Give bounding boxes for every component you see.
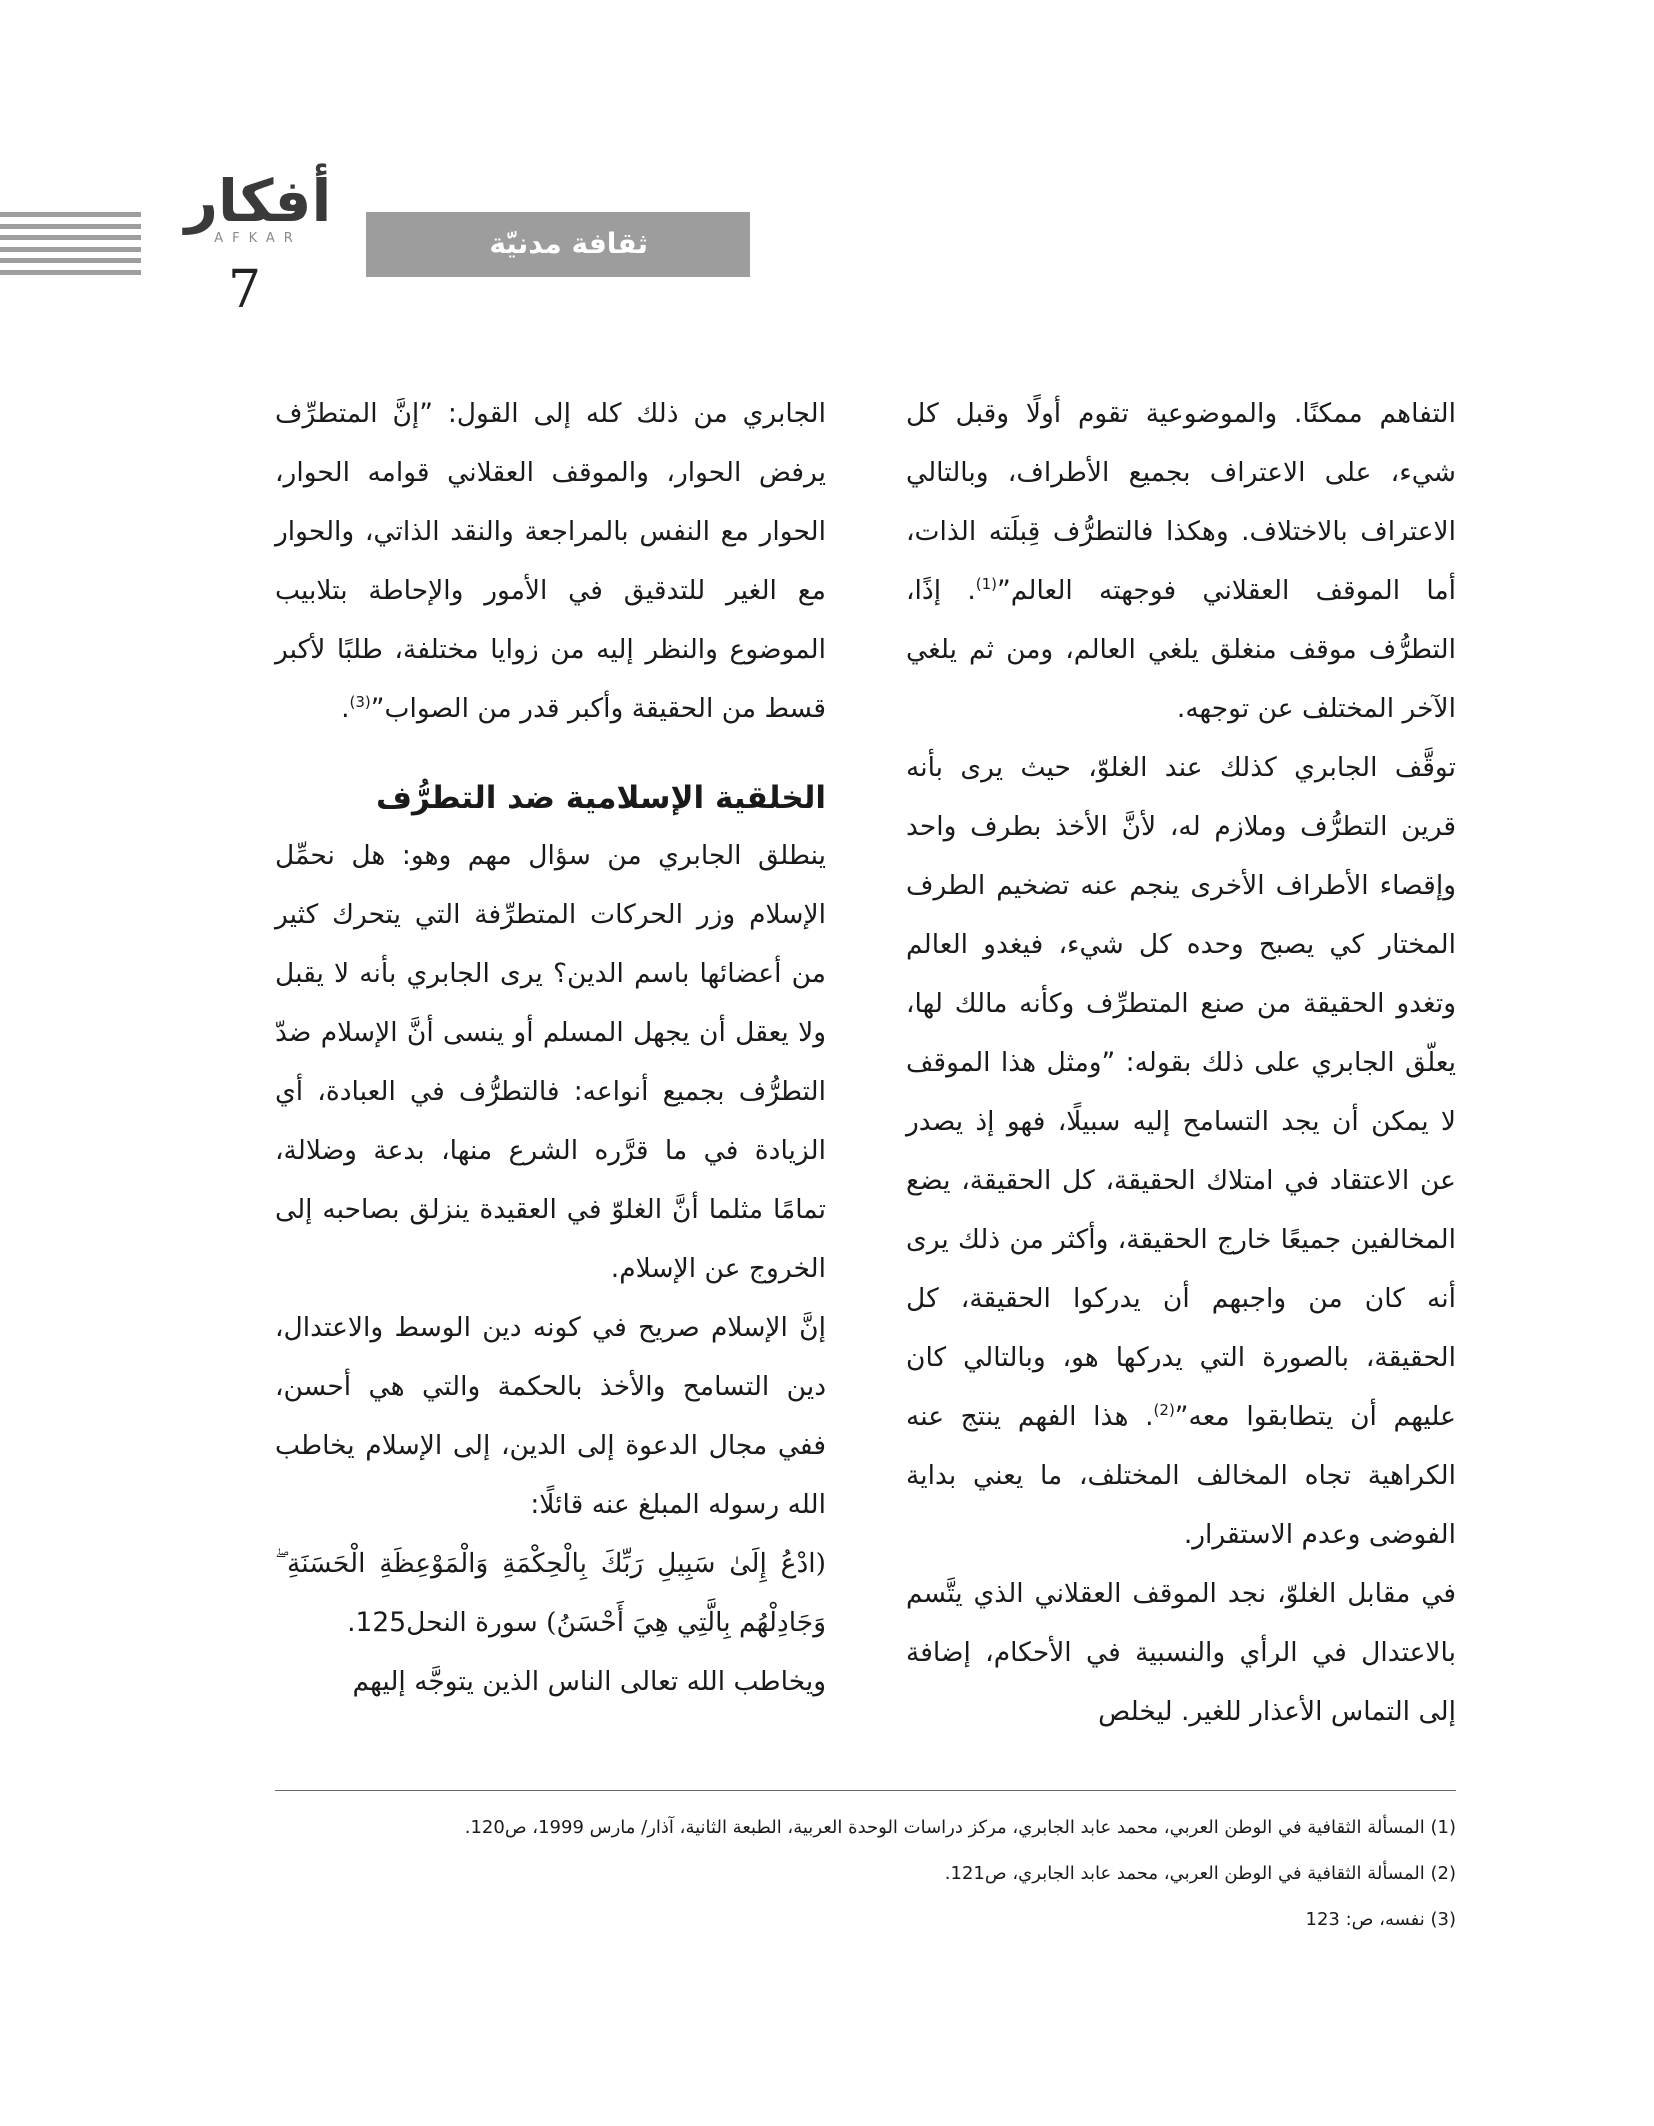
quran-reference: سورة النحل125. xyxy=(347,1607,547,1638)
paragraph-text: الجابري من ذلك كله إلى القول: ”إنَّ المتطرِّف يرفض الحوار، والموقف العقلاني قوامه الحوار، الحوار مع النفس بالمراجعة والنقد الذاتي، والحوار مع الغير للتدقيق في الأمور والإحاطة بتلابيب الموضوع والنظر إليه من زوايا مختلفة، طلبًا لأكبر قسط من الحقيقة وأكبر قدر من الصواب” xyxy=(275,398,826,724)
footnote: (3) نفسه، ص: 123 xyxy=(1305,1909,1456,1930)
decorative-stripes xyxy=(0,212,141,281)
paragraph: إنَّ الإسلام صريح في كونه دين الوسط والاعتدال، دين التسامح والأخذ بالحكمة والتي هي أحسن، ففي مجال الدعوة إلى الدين، إلى الإسلام يخاطب الله رسوله المبلغ عنه قائلًا: xyxy=(275,1312,826,1520)
paragraph-text: . إذًا، التطرُّف موقف منغلق يلغي العالم، ومن ثم يلغي الآخر المختلف عن توجهه. xyxy=(906,575,1456,724)
paragraph-text: . xyxy=(341,693,350,724)
paragraph xyxy=(906,738,1456,1564)
footnote-divider xyxy=(275,1790,1456,1791)
right-column xyxy=(906,384,1456,1741)
paragraph xyxy=(906,384,1456,738)
paragraph-text: التفاهم ممكنًا. والموضوعية تقوم أولًا وقبل كل شيء، على الاعتراف بجميع الأطراف، وبالتالي الاعتراف بالاختلاف. وهكذا فالتطرُّف قِبلَته الذات، أما الموقف العقلاني فوجهته العالم” xyxy=(906,398,1456,606)
page-number: 7 xyxy=(228,260,262,320)
footnote-ref: (1) xyxy=(975,575,998,594)
paragraph xyxy=(275,384,826,738)
footnote: (2) المسألة الثقافية في الوطن العربي، محمد عابد الجابري، ص121. xyxy=(944,1863,1456,1884)
magazine-logo xyxy=(178,167,338,246)
footnote-ref: (2) xyxy=(1153,1401,1175,1420)
footnotes xyxy=(275,1805,1456,1943)
section-heading: الخلقية الإسلامية ضد التطرُّف xyxy=(375,780,826,816)
section-title: ثقافة مدنيّة xyxy=(489,227,648,260)
section-banner xyxy=(366,212,750,277)
footnote-ref: (3) xyxy=(349,693,371,712)
left-column xyxy=(275,384,826,1711)
paragraph: ينطلق الجابري من سؤال مهم وهو: هل نحمِّل الإسلام وزر الحركات المتطرِّفة التي يتحرك كثير من أعضائها باسم الدين؟ يرى الجابري بأنه لا يقبل ولا يعقل أن يجهل المسلم أو ينسى أنَّ الإسلام ضدّ التطرُّف بجميع أنواعه: فالتطرُّف في العبادة، أي الزيادة في ما قرَّره الشرع منها، بدعة وضلالة، تمامًا مثلما أنَّ الغلوّ في العقيدة ينزلق بصاحبه إلى الخروج عن الإسلام. xyxy=(275,840,826,1284)
logo-arabic: أفكار xyxy=(184,167,332,235)
paragraph-text: توقَّف الجابري كذلك عند الغلوّ، حيث يرى بأنه قرين التطرُّف وملازم له، لأنَّ الأخذ بطرف واحد وإقصاء الأطراف الأخرى ينجم عنه تضخيم الطرف المختار كي يصبح وحده كل شيء، فيغدو العالم وتغدو الحقيقة من صنع المتطرِّف وكأنه مالك لها، يعلّق الجابري على ذلك بقوله: ”ومثل هذا الموقف لا يمكن أن يجد التسامح إليه سبيلًا، فهو إذ يصدر عن الاعتقاد في امتلاك الحقيقة، كل الحقيقة، يضع المخالفين جميعًا خارج الحقيقة، وأكثر من ذلك يرى أنه كان من واجبهم أن يدركوا الحقيقة، كل الحقيقة، بالصورة التي يدركها هو، وبالتالي كان عليهم أن يتطابقوا معه” xyxy=(906,752,1456,1432)
quran-text: (ادْعُ إِلَىٰ سَبِيلِ رَبِّكَ بِالْحِكْمَةِ وَالْمَوْعِظَةِ الْحَسَنَةِ ۖ وَجَادِلْهُم بِالَّتِي هِيَ أَحْسَنُ) xyxy=(275,1548,826,1638)
logo-latin: AFKAR xyxy=(214,231,302,246)
paragraph: ويخاطب الله تعالى الناس الذين يتوجَّه إليهم xyxy=(352,1666,826,1697)
footnote: (1) المسألة الثقافية في الوطن العربي، محمد عابد الجابري، مركز دراسات الوحدة العربية، الطبعة الثانية، آذار/ مارس 1999، ص120. xyxy=(464,1817,1456,1838)
paragraph-text: . هذا الفهم ينتج عنه الكراهية تجاه المخالف المختلف، ما يعني بداية الفوضى وعدم الاستقرار. xyxy=(906,1401,1456,1550)
paragraph: في مقابل الغلوّ، نجد الموقف العقلاني الذي يتَّسم بالاعتدال في الرأي والنسبية في الأحكام، إضافة إلى التماس الأعذار للغير. ليخلص xyxy=(906,1578,1456,1727)
quran-verse xyxy=(275,1534,826,1652)
